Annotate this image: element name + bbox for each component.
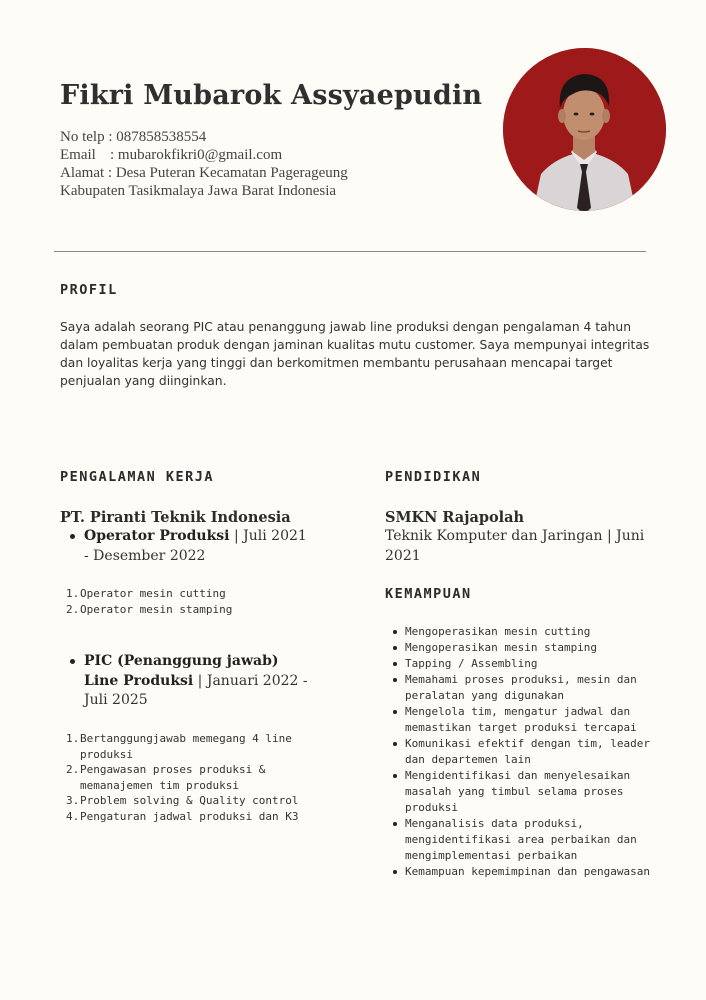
list-item: Komunikasi efektif dengan tim, leader dan departemen lain xyxy=(391,736,661,768)
portrait-illustration xyxy=(503,48,666,211)
address-line-1: Alamat : Desa Puteran Kecamatan Pagerageung xyxy=(60,165,348,181)
profile-text: Saya adalah seorang PIC atau penanggung jawab line produksi dengan pengalaman 4 tahun dalam pembuatan produk dengan jaminan kualitas mutu customer. Saya mempunyai integritas dan loyalitas kerja yang tinggi dan berkomitmen membantu perusahaan mencapai target penjualan yang diinginkan. xyxy=(60,320,650,388)
email-line xyxy=(60,146,348,164)
list-item: Memahami proses produksi, mesin dan peralatan yang digunakan xyxy=(391,672,661,704)
email-value: : mubarokfikri0@gmail.com xyxy=(110,147,283,163)
phone-line: No telp : 087858538554 xyxy=(60,129,207,145)
experience-section-title: PENGALAMAN KERJA xyxy=(60,469,215,485)
bullet-icon xyxy=(393,630,397,634)
skills-section-title: KEMAMPUAN xyxy=(385,586,472,602)
list-item: Mengelola tim, mengatur jadwal dan memastikan target produksi tercapai xyxy=(391,704,661,736)
header-divider xyxy=(54,251,646,252)
list-item: 4. Pengaturan jadwal produksi dan K3 xyxy=(66,809,299,823)
candidate-name: Fikri Mubarok Assyaepudin xyxy=(60,80,483,111)
skills-list xyxy=(391,624,661,880)
company-name: PT. Piranti Teknik Indonesia xyxy=(60,509,291,526)
job-task-list xyxy=(66,586,311,617)
email-label: Email xyxy=(60,147,96,163)
profile-photo xyxy=(503,48,666,211)
bullet-icon xyxy=(393,774,397,778)
bullet-icon xyxy=(393,822,397,826)
bullet-icon xyxy=(70,659,75,664)
job-entry xyxy=(70,527,310,566)
list-item: 1. Operator mesin cutting xyxy=(66,587,226,600)
list-item: Mengidentifikasi dan menyelesaikan masalah yang timbul selama proses produksi xyxy=(391,768,661,816)
list-item: 2. Pengawasan proses produksi & memanajemen tim produksi xyxy=(66,763,266,792)
bullet-icon xyxy=(70,534,75,539)
school-name: SMKN Rajapolah xyxy=(385,509,525,526)
address-line-2: Kabupaten Tasikmalaya Jawa Barat Indonesia xyxy=(60,183,337,199)
bullet-icon xyxy=(393,710,397,714)
list-item: Mengoperasikan mesin stamping xyxy=(391,640,661,656)
bullet-icon xyxy=(393,870,397,874)
job-role: PIC (Penanggung jawab) Line Produksi xyxy=(84,653,279,689)
list-item: Kemampuan kepemimpinan dan pengawasan xyxy=(391,864,661,880)
bullet-icon xyxy=(393,646,397,650)
job-entry xyxy=(70,652,310,711)
list-item: 2. Operator mesin stamping xyxy=(66,602,233,616)
bullet-icon xyxy=(393,662,397,666)
job-period: | Januari 2022 - Juli 2025 xyxy=(84,672,308,708)
list-item: Menganalisis data produksi, mengidentifikasi area perbaikan dan mengimplementasi perbaikan xyxy=(391,816,661,864)
list-item: 3. Problem solving & Quality control xyxy=(66,794,299,807)
contact-info xyxy=(60,128,348,200)
list-item: Tapping / Assembling xyxy=(391,656,661,672)
education-section-title: PENDIDIKAN xyxy=(385,469,482,485)
bullet-icon xyxy=(393,678,397,682)
school-major: Teknik Komputer dan Jaringan | Juni 2021 xyxy=(385,528,645,564)
list-item: 1. Bertanggungjawab memegang 4 line produksi xyxy=(66,732,292,761)
job-task-list xyxy=(66,731,311,824)
list-item: Mengoperasikan mesin cutting xyxy=(391,624,661,640)
job-role: Operator Produksi xyxy=(84,528,230,544)
job-period: | Juli 2021 - Desember 2022 xyxy=(84,528,307,564)
bullet-icon xyxy=(393,742,397,746)
profile-section-title: PROFIL xyxy=(60,282,118,298)
